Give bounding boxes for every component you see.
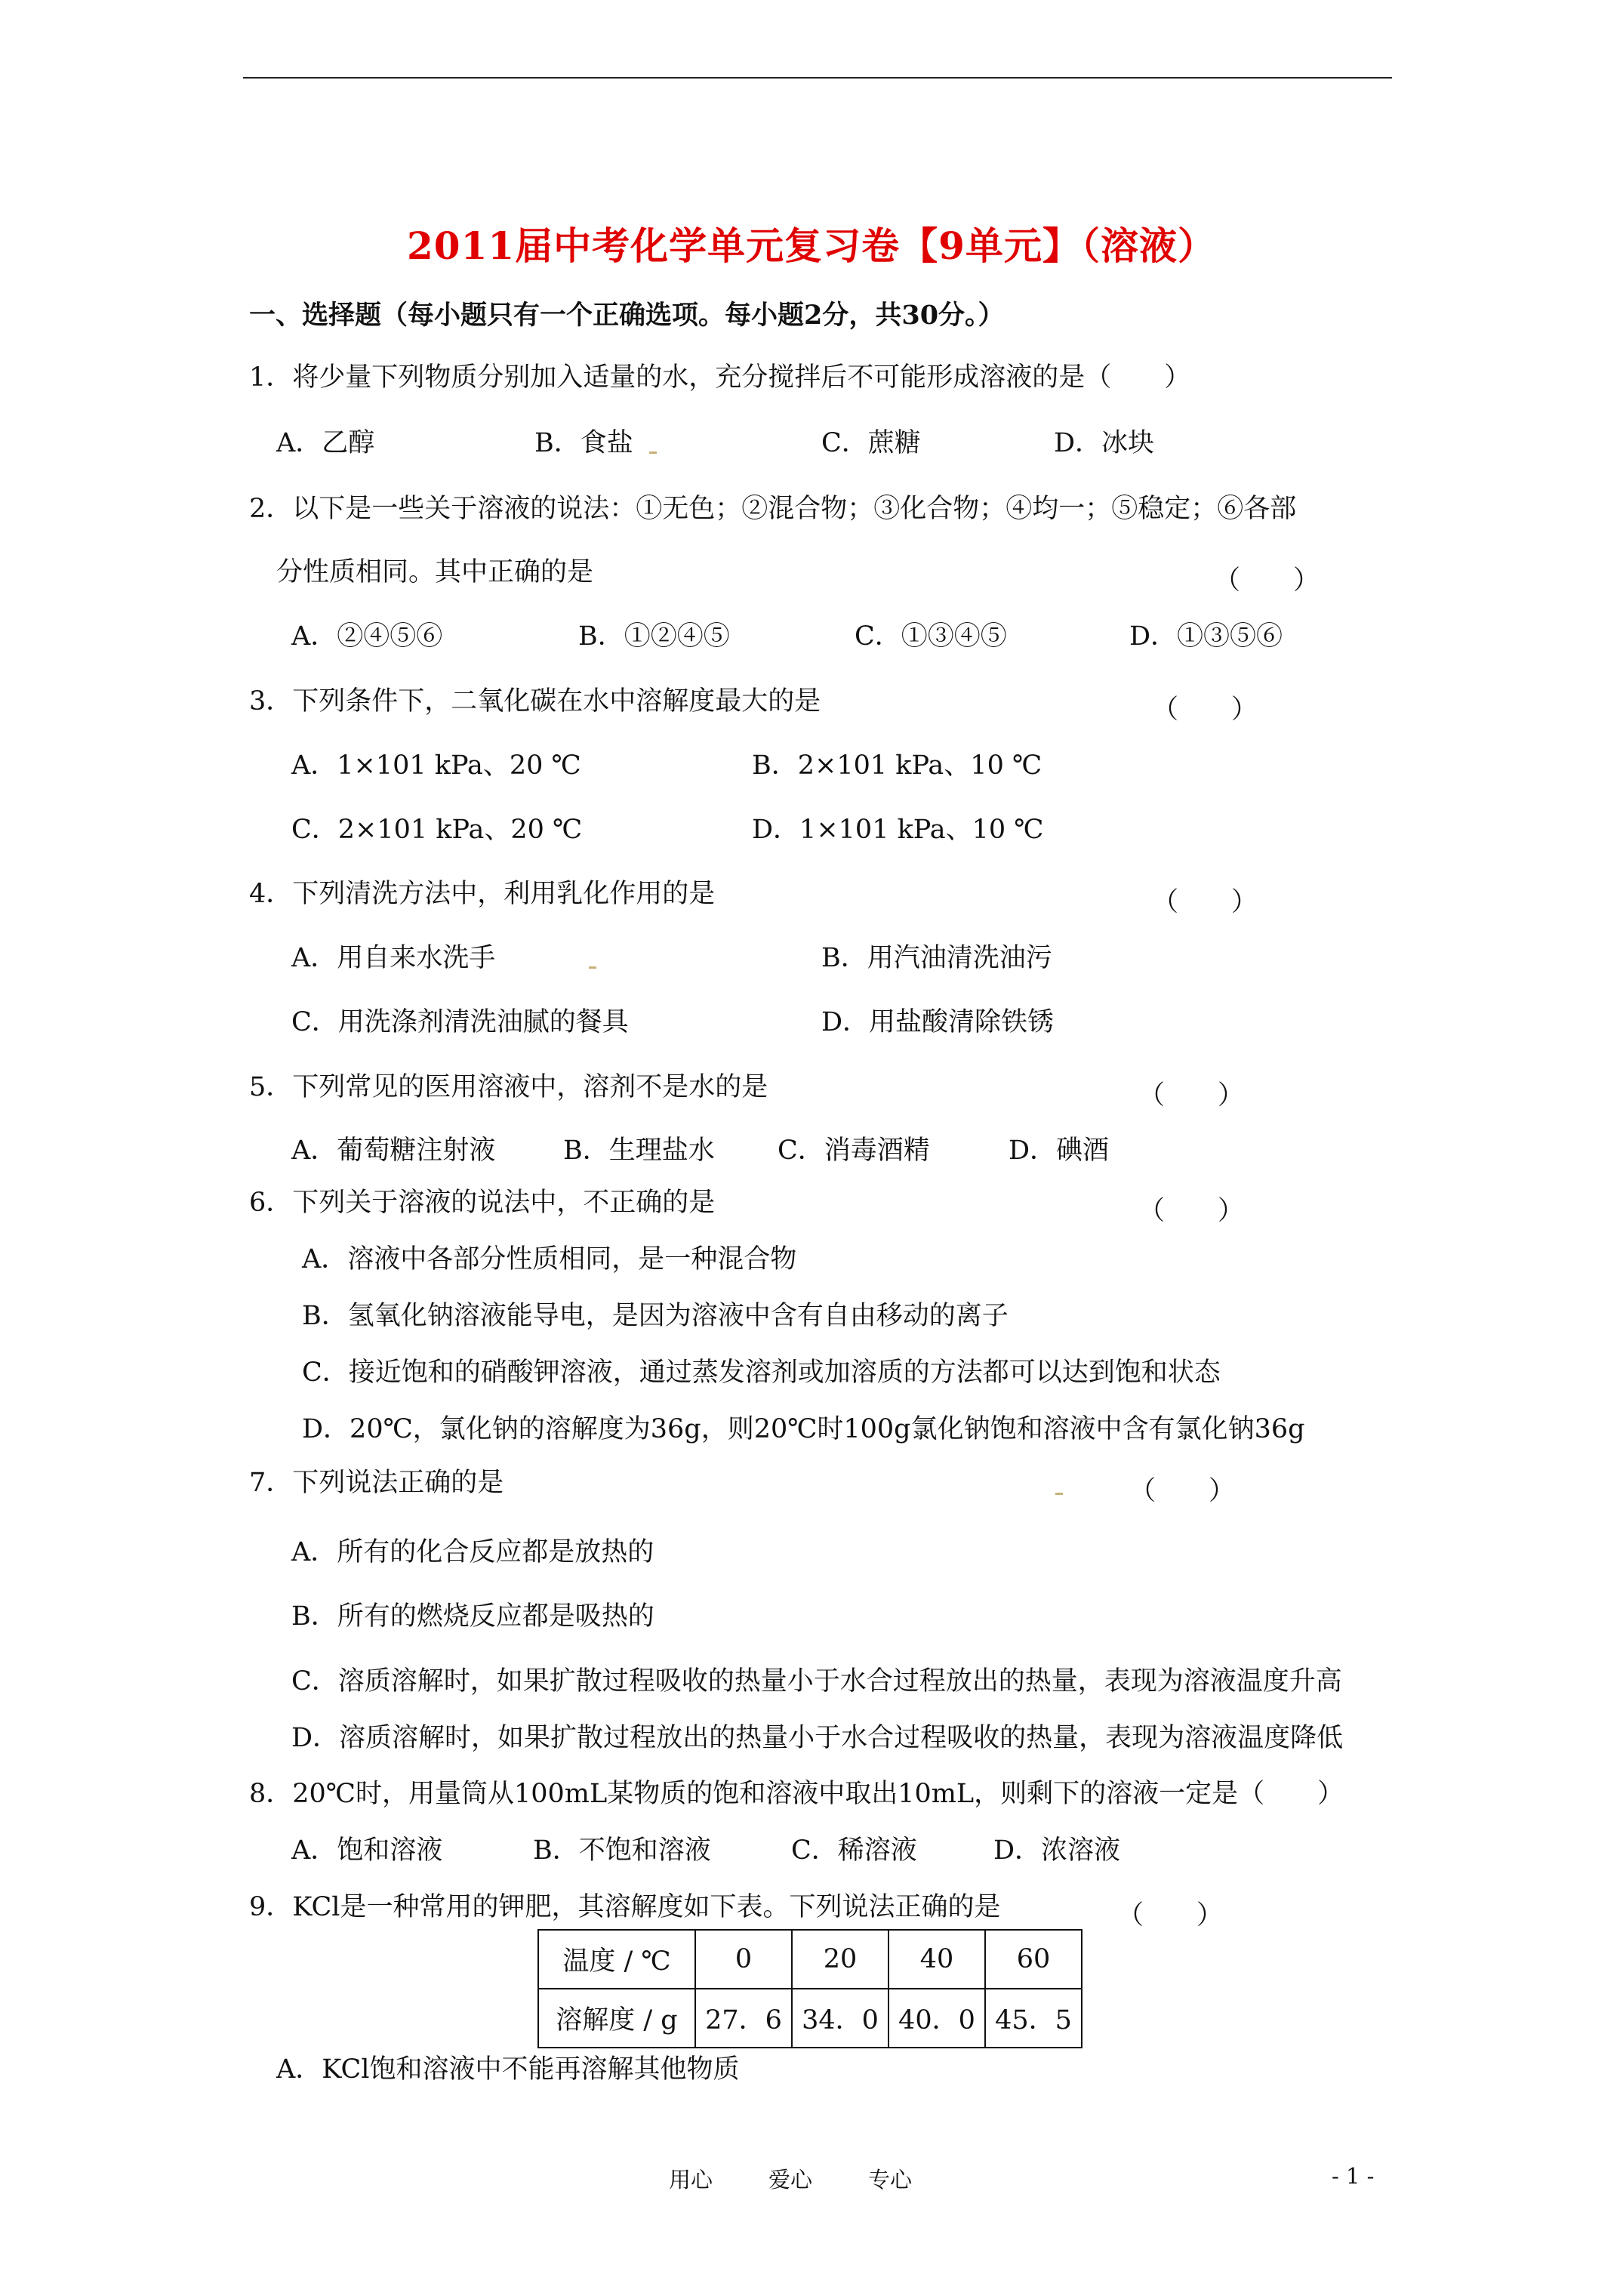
q1-option-a: A．乙醇	[276, 428, 375, 458]
q5-answer-blank: （ ）	[1138, 1080, 1245, 1111]
q7-stem: 7．下列说法正确的是	[249, 1468, 504, 1498]
q3-option-a: A．1×101 kPa、20 ℃	[291, 750, 581, 781]
header-rule	[243, 77, 1392, 79]
footer-right: 专心	[868, 2167, 913, 2193]
kcl-solubility-table	[537, 1929, 1083, 2048]
q9-option-a: A．KCl饱和溶液中不能再溶解其他物质	[276, 2054, 740, 2085]
page-title: 2011届中考化学单元复习卷【9单元】（溶液）	[407, 223, 1216, 268]
q2-stem-line2: 分性质相同。其中正确的是	[276, 557, 594, 587]
q9-stem: 9．KCl是一种常用的钾肥，其溶解度如下表。下列说法正确的是	[249, 1892, 1001, 1922]
q3-stem: 3．下列条件下，二氧化碳在水中溶解度最大的是	[249, 686, 821, 717]
table-row	[538, 1989, 1082, 2048]
q9-answer-blank: （ ）	[1117, 1900, 1224, 1931]
stray-mark	[1055, 1493, 1063, 1495]
q7-option-c: C．溶质溶解时，如果扩散过程吸收的热量小于水合过程放出的热量，表现为溶液温度升高	[291, 1666, 1342, 1697]
q7-option-b: B．所有的燃烧反应都是吸热的	[291, 1601, 654, 1632]
q4-option-b: B．用汽油清洗油污	[821, 943, 1052, 973]
q4-answer-blank: （ ）	[1152, 887, 1258, 917]
q3-option-d: D．1×101 kPa、10 ℃	[752, 815, 1044, 845]
q1-option-d: D．冰块	[1054, 428, 1155, 458]
table-cell: 溶解度 / g	[538, 1989, 695, 2048]
q5-option-a: A．葡萄糖注射液	[291, 1136, 496, 1166]
q4-option-c: C．用洗涤剂清洗油腻的餐具	[291, 1007, 629, 1037]
table-cell: 40．0	[888, 1989, 985, 2048]
table-cell: 60	[985, 1930, 1082, 1989]
q2-answer-blank: （ ）	[1214, 566, 1320, 596]
q8-option-c: C．稀溶液	[791, 1835, 917, 1866]
q5-option-b: B．生理盐水	[563, 1136, 715, 1166]
q3-option-b: B．2×101 kPa、10 ℃	[752, 750, 1042, 781]
q2-option-a: A．②④⑤⑥	[291, 621, 443, 652]
table-cell: 温度 / ℃	[538, 1930, 695, 1989]
table-cell: 40	[888, 1930, 985, 1989]
q7-answer-blank: （ ）	[1129, 1476, 1236, 1506]
q8-stem: 8．20℃时，用量筒从100mL某物质的饱和溶液中取出10mL，则剩下的溶液一定是（ ）	[249, 1779, 1344, 1809]
table-cell: 45．5	[985, 1989, 1082, 2048]
q2-option-d: D．①③⑤⑥	[1129, 621, 1283, 652]
q5-stem: 5．下列常见的医用溶液中，溶剂不是水的是	[249, 1072, 768, 1102]
table-cell: 20	[792, 1930, 888, 1989]
q4-option-d: D．用盐酸清除铁锈	[821, 1007, 1055, 1037]
footer-left: 用心	[669, 2167, 713, 2193]
q6-answer-blank: （ ）	[1138, 1196, 1245, 1226]
footer-mid: 爱心	[768, 2167, 813, 2193]
q8-option-d: D．浓溶液	[993, 1835, 1121, 1866]
section-heading: 一、选择题（每小题只有一个正确选项。每小题2分，共30分。）	[249, 300, 1005, 331]
q3-option-c: C．2×101 kPa、20 ℃	[291, 815, 583, 845]
table-cell: 27．6	[695, 1989, 792, 2048]
q6-option-d: D．20℃，氯化钠的溶解度为36g，则20℃时100g氯化钠饱和溶液中含有氯化钠36g	[302, 1414, 1305, 1444]
q4-option-a: A．用自来水洗手	[291, 943, 496, 973]
table-cell: 0	[695, 1930, 792, 1989]
q1-option-b: B．食盐	[534, 428, 633, 458]
q2-option-b: B．①②④⑤	[578, 621, 730, 652]
q6-option-c: C．接近饱和的硝酸钾溶液，通过蒸发溶剂或加溶质的方法都可以达到饱和状态	[302, 1358, 1221, 1388]
q1-option-c: C．蔗糖	[821, 428, 921, 458]
q4-stem: 4．下列清洗方法中，利用乳化作用的是	[249, 879, 716, 909]
table-cell: 34．0	[792, 1989, 888, 2048]
q8-option-a: A．饱和溶液	[291, 1835, 443, 1866]
q6-option-b: B．氢氧化钠溶液能导电，是因为溶液中含有自由移动的离子	[302, 1301, 1009, 1331]
q1-stem: 1．将少量下列物质分别加入适量的水，充分搅拌后不可能形成溶液的是（ ）	[249, 362, 1191, 393]
q6-option-a: A．溶液中各部分性质相同，是一种混合物	[302, 1244, 797, 1274]
page-number: - 1 -	[1332, 2163, 1375, 2189]
q5-option-c: C．消毒酒精	[778, 1136, 930, 1166]
q8-option-b: B．不饱和溶液	[533, 1835, 711, 1866]
q7-option-a: A．所有的化合反应都是放热的	[291, 1537, 654, 1567]
q7-option-d: D．溶质溶解时，如果扩散过程放出的热量小于水合过程吸收的热量，表现为溶液温度降低	[291, 1723, 1344, 1753]
q2-option-c: C．①③④⑤	[855, 621, 1007, 652]
q3-answer-blank: （ ）	[1152, 695, 1258, 725]
q5-option-d: D．碘酒	[1009, 1136, 1110, 1166]
q2-stem-line1: 2．以下是一些关于溶液的说法：①无色；②混合物；③化合物；④均一；⑤稳定；⑥各部	[249, 494, 1297, 524]
table-row	[538, 1930, 1082, 1989]
q6-stem: 6．下列关于溶液的说法中，不正确的是	[249, 1188, 716, 1218]
stray-mark	[649, 451, 657, 454]
stray-mark	[589, 966, 596, 969]
